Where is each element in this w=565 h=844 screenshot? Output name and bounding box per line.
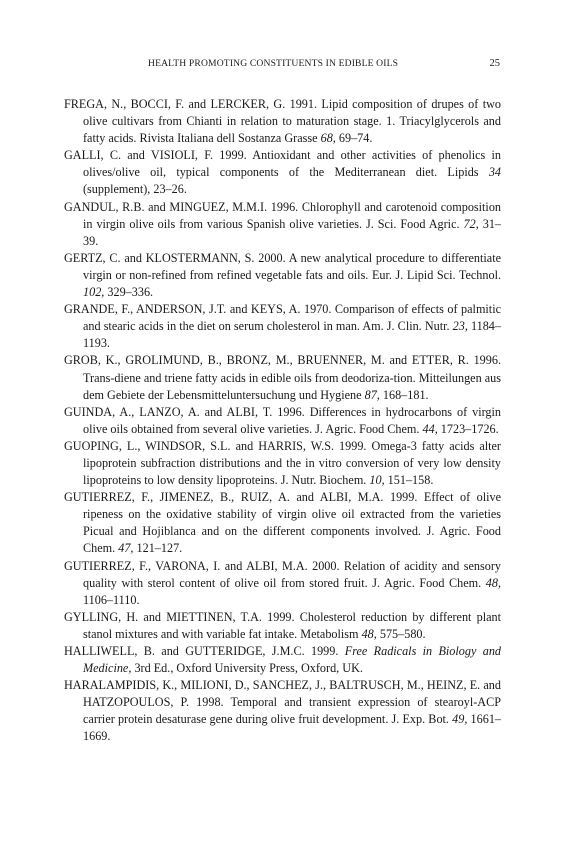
reference-pages: 329–336.: [104, 285, 154, 300]
reference-book-title: Free Radicals in Biology and Medicine,: [83, 644, 502, 676]
reference-volume: 49,: [452, 712, 468, 727]
reference-entry: [64, 96, 501, 147]
reference-authors: GERTZ, C. and KLOSTERMANN, S. 2000.: [64, 250, 286, 265]
reference-pages: 31–39.: [83, 216, 502, 248]
reference-volume: 10,: [369, 473, 385, 488]
reference-text: Temporal and transient expression of stearoyl-ACP carrier protein desaturase gene during olive fruit development. J. Exp. Bot.: [83, 695, 501, 727]
reference-entry: [64, 199, 501, 250]
reference-entry: [64, 677, 501, 745]
reference-volume: 48,: [485, 575, 501, 590]
reference-text: Omega-3 fatty acids alter lipoprotein subfraction distributions and the in vitro conversion of very low density lipoproteins to low density lipoproteins. J. Nutr. Biochem.: [83, 438, 501, 488]
reference-volume: 72,: [463, 216, 479, 231]
reference-pages: 121–127.: [133, 541, 183, 556]
reference-entry: [64, 489, 501, 557]
reference-text: Lipid composition of drupes of two olive cultivars from Chianti in relation to maturation stage. 1. Triacylglycerols and fatty acids. Rivista Italiana dell Sostanza Grasse: [83, 97, 501, 146]
reference-pages: 151–158.: [384, 473, 434, 488]
reference-pages: 1106–1110.: [83, 592, 140, 607]
reference-authors: GALLI, C. and VISIOLI, F. 1999.: [64, 148, 247, 163]
reference-volume: 68,: [320, 131, 336, 146]
reference-list: [64, 96, 501, 746]
reference-authors: FREGA, N., BOCCI, F. and LERCKER, G. 1991.: [64, 97, 318, 111]
reference-authors: GUOPING, L., WINDSOR, S.L. and HARRIS, W.S. 1999.: [64, 438, 367, 453]
running-title: HEALTH PROMOTING CONSTITUENTS IN EDIBLE OILS: [148, 58, 399, 69]
page-number: 25: [489, 58, 500, 69]
reference-publisher: 3rd Ed., Oxford University Press, Oxford, UK.: [131, 661, 363, 676]
reference-authors: GUTIERREZ, F., JIMENEZ, B., RUIZ, A. and ALBI, M.A. 1999.: [64, 490, 418, 505]
reference-volume: 34: [488, 165, 501, 180]
reference-pages: 575–580.: [376, 626, 426, 641]
reference-authors: GUINDA, A., LANZO, A. and ALBI, T. 1996.: [64, 404, 305, 419]
reference-entry: [64, 250, 501, 301]
reference-authors: HARALAMPIDIS, K., MILIONI, D., SANCHEZ, J., BALTRUSCH, M., HEINZ, E. and HATZOPOULOS, P. 1998.: [64, 678, 501, 710]
reference-pages: 1661–1669.: [83, 712, 502, 744]
reference-volume: 47,: [118, 541, 134, 556]
reference-pages: (supplement), 23–26.: [83, 182, 187, 197]
reference-text: Antioxidant and other activities of phenolics in olives/olive oil, typical components of the Mediterranean diet. Lipids: [83, 148, 501, 180]
reference-entry: [64, 404, 501, 438]
reference-volume: 48,: [361, 626, 377, 641]
reference-authors: GRANDE, F., ANDERSON, J.T. and KEYS, A. 1970.: [64, 302, 332, 317]
running-head: [64, 58, 500, 72]
reference-authors: GANDUL, R.B. and MINGUEZ, M.M.I. 1996.: [64, 199, 299, 214]
reference-text: Relation of acidity and sensory quality with sterol content of olive oil from stored fruit. J. Agric. Food Chem.: [83, 558, 501, 590]
reference-pages: 168–181.: [379, 387, 429, 402]
reference-authors: HALLIWELL, B. and GUTTERIDGE, J.M.C. 1999.: [64, 644, 339, 658]
reference-authors: GROB, K., GROLIMUND, B., BRONZ, M., BRUENNER, M. and ETTER, R. 1996.: [64, 353, 501, 368]
reference-text: Comparison of effects of palmitic and stearic acids in the diet on serum cholesterol in man. Am. J. Clin. Nutr.: [83, 302, 501, 334]
reference-entry: [64, 609, 501, 643]
reference-volume: 44,: [422, 421, 438, 436]
reference-authors: GYLLING, H. and MIETTINEN, T.A. 1999.: [64, 609, 295, 624]
reference-entry: [64, 438, 501, 489]
reference-entry: [64, 352, 501, 403]
reference-entry: [64, 147, 501, 198]
reference-text: Cholesterol reduction by different plant stanol mixtures and with variable fat intake. Metabolism: [83, 609, 501, 641]
reference-volume: 87,: [364, 387, 380, 402]
reference-authors: GUTIERREZ, F., VARONA, I. and ALBI, M.A. 2000.: [64, 558, 340, 573]
reference-pages: 69–74.: [335, 131, 373, 146]
reference-pages: 1184–1193.: [83, 319, 501, 351]
reference-entry: [64, 643, 501, 677]
reference-entry: [64, 301, 501, 352]
reference-text: Chlorophyll and carotenoid composition in virgin olive oils from various Spanish olive varieties. J. Sci. Food Agric.: [83, 199, 502, 231]
reference-volume: 23,: [452, 319, 468, 334]
reference-volume: 102,: [83, 285, 105, 300]
reference-text: Effect of olive ripeness on the oxidative stability of virgin olive oil extracted from the varieties Picual and Hojiblanca and on the different components involved. J. Agric. Food Chem.: [83, 490, 501, 556]
reference-entry: [64, 558, 501, 609]
reference-pages: 1723–1726.: [437, 421, 499, 436]
reference-text: Differences in hydrocarbons of virgin olive oils obtained from several olive varieties. J. Agric. Food Chem.: [83, 404, 501, 436]
reference-text: A new analytical procedure to differentiate virgin or non-refined from refined vegetable fats and oils. Eur. J. Lipid Sci. Technol.: [83, 250, 502, 282]
reference-text: Trans-diene and triene fatty acids in edible oils from deodoriza-tion. Mitteilungen aus dem Gebiete der Lebensmitteluntersuchung und Hygiene: [83, 370, 501, 402]
